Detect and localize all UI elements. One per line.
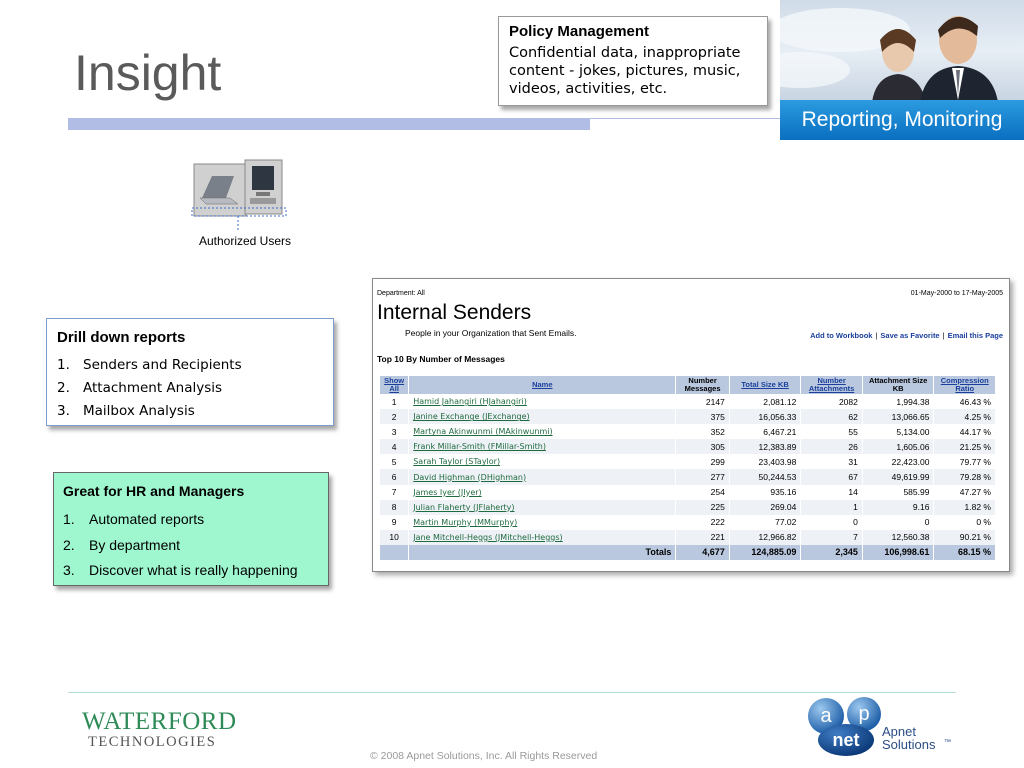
apnet-logo [806,696,966,758]
attachment-size-cell: 1,605.06 [862,439,934,454]
attachments-cell: 67 [801,469,862,484]
businesspeople-photo [780,0,1024,102]
authorized-users-label: Authorized Users [198,234,292,248]
hr-managers-box [53,472,329,586]
attachments-cell: 0 [801,515,862,530]
ratio-cell: 79.77 % [934,454,996,469]
attachments-cell: 62 [801,409,862,424]
policy-management-callout [498,16,768,106]
hr-heading: Great for HR and Managers [63,483,245,499]
size-cell: 6,467.21 [729,424,801,439]
attachments-cell: 14 [801,485,862,500]
attachment-size-cell: 22,423.00 [862,454,934,469]
svg-text:p: p [858,703,870,725]
reporting-monitoring-banner: Reporting, Monitoring [780,100,1024,140]
sender-name-link[interactable]: Martin Murphy (MMurphy) [409,515,676,530]
size-cell: 77.02 [729,515,801,530]
messages-cell: 299 [676,454,729,469]
size-cell: 935.16 [729,485,801,500]
add-to-workbook-link[interactable]: Add to Workbook [810,331,873,340]
attachments-header[interactable]: Number Attachments [801,376,862,394]
attachment-size-cell: 49,619.99 [862,469,934,484]
ratio-cell: 4.25 % [934,409,996,424]
rank-cell: 1 [380,394,409,409]
totals-ratio: 68.15 % [934,545,996,560]
svg-text:a: a [820,705,832,727]
ratio-cell: 21.25 % [934,439,996,454]
rank-cell: 8 [380,500,409,515]
report-links: Add to Workbook | Save as Favorite | Email this Page [810,331,1003,340]
waterford-logo-text: WATERFORD [82,708,237,735]
table-row [380,439,996,454]
rank-cell: 7 [380,485,409,500]
sender-name-link[interactable]: Martyna Akinwunmi (MAkinwunmi) [409,424,676,439]
attachments-cell: 7 [801,530,862,545]
messages-cell: 375 [676,409,729,424]
sender-name-link[interactable]: Hamid Jahangiri (HJahangiri) [409,394,676,409]
attachment-size-cell: 13,066.65 [862,409,934,424]
rank-cell: 9 [380,515,409,530]
ratio-cell: 0 % [934,515,996,530]
table-row [380,530,996,545]
title-underline-line [590,118,780,119]
table-row [380,485,996,500]
save-as-favorite-link[interactable]: Save as Favorite [880,331,940,340]
list-item: 1. Senders and Recipients [57,357,242,373]
senders-table [380,376,996,560]
totals-label: Totals [409,545,676,560]
list-item: 2. By department [63,536,181,553]
size-cell: 2,081.12 [729,394,801,409]
report-date-range: 01-May-2000 to 17-May-2005 [910,290,1003,297]
messages-cell: 305 [676,439,729,454]
ratio-cell: 46.43 % [934,394,996,409]
ratio-cell: 1.82 % [934,500,996,515]
list-item: 3. Mailbox Analysis [57,403,195,419]
messages-cell: 352 [676,424,729,439]
drill-down-reports-box [46,318,334,426]
drill-list [47,354,333,423]
hr-list [54,507,328,584]
messages-header: Number Messages [676,376,729,394]
report-section-title: Top 10 By Number of Messages [377,354,505,364]
rank-cell: 5 [380,454,409,469]
waterford-logo [82,710,237,750]
attachment-size-cell: 12,560.38 [862,530,934,545]
list-item: 2. Attachment Analysis [57,380,223,396]
report-title: Internal Senders [377,301,532,324]
sender-name-link[interactable]: Frank Millar-Smith (FMillar-Smith) [409,439,676,454]
sender-name-link[interactable]: Jane Mitchell-Heggs (JMitchell-Heggs) [409,530,676,545]
rank-cell: 6 [380,469,409,484]
svg-text:Solutions: Solutions [882,737,936,752]
svg-text:™: ™ [944,739,951,746]
svg-text:net: net [832,730,860,750]
messages-cell: 222 [676,515,729,530]
attachments-cell: 26 [801,439,862,454]
title-underline-bar [68,118,590,130]
footer-divider [68,692,956,693]
ratio-cell: 47.27 % [934,485,996,500]
attachment-size-cell: 585.99 [862,485,934,500]
sender-name-link[interactable]: David Highman (DHighman) [409,469,676,484]
sender-name-link[interactable]: Janine Exchange (JExchange) [409,409,676,424]
name-header[interactable]: Name [409,376,676,394]
ratio-cell: 44.17 % [934,424,996,439]
messages-cell: 221 [676,530,729,545]
policy-body: Confidential data, inappropriate content - jokes, pictures, music, videos, activities, etc. [509,45,741,97]
table-row [380,515,996,530]
rank-cell: 4 [380,439,409,454]
table-row [380,424,996,439]
internal-senders-report [372,278,1010,572]
table-row [380,500,996,515]
size-cell: 12,966.82 [729,530,801,545]
attachment-size-cell: 1,994.38 [862,394,934,409]
table-row [380,454,996,469]
svg-text:Apnet: Apnet [882,724,916,739]
totals-row [380,545,996,560]
sender-name-link[interactable]: Julian Flaherty (JFlaherty) [409,500,676,515]
compression-ratio-header[interactable]: Compression Ratio [934,376,996,394]
sender-name-link[interactable]: Sarah Taylor (STaylor) [409,454,676,469]
totals-size: 124,885.09 [729,545,801,560]
size-cell: 50,244.53 [729,469,801,484]
table-row [380,469,996,484]
size-cell: 23,403.98 [729,454,801,469]
messages-cell: 277 [676,469,729,484]
drill-heading: Drill down reports [57,329,186,346]
attachments-cell: 2082 [801,394,862,409]
attachment-size-header: Attachment Size KB [862,376,934,394]
list-item: 1. Automated reports [63,511,205,527]
attachment-size-cell: 0 [862,515,934,530]
rank-cell: 10 [380,530,409,545]
total-size-header[interactable]: Total Size KB [729,376,801,394]
authorized-users-icon [190,158,290,232]
ratio-cell: 79.28 % [934,469,996,484]
policy-heading: Policy Management [509,23,650,40]
list-item: 3. Discover what is really happening [63,562,298,578]
attachment-size-cell: 5,134.00 [862,424,934,439]
totals-attachment-size: 106,998.61 [862,545,934,560]
table-row [380,394,996,409]
show-all-header[interactable]: Show All [380,376,409,394]
size-cell: 269.04 [729,500,801,515]
totals-messages: 4,677 [676,545,729,560]
table-header-row [380,376,996,394]
messages-cell: 225 [676,500,729,515]
attachments-cell: 31 [801,454,862,469]
attachment-size-cell: 9.16 [862,500,934,515]
businesspeople-image [780,0,1024,102]
sender-name-link[interactable]: James Iyer (JIyer) [409,485,676,500]
messages-cell: 2147 [676,394,729,409]
technologies-logo-text: TECHNOLOGIES [88,734,217,750]
email-this-page-link[interactable]: Email this Page [947,331,1003,340]
totals-attachments: 2,345 [801,545,862,560]
attachments-cell: 1 [801,500,862,515]
rank-cell: 3 [380,424,409,439]
size-cell: 16,056.33 [729,409,801,424]
page-title: Insight [74,45,222,101]
rank-cell: 2 [380,409,409,424]
table-row [380,409,996,424]
report-subtitle: People in your Organization that Sent Emails. [405,328,577,338]
ratio-cell: 90.21 % [934,530,996,545]
copyright-text: © 2008 Apnet Solutions, Inc. All Rights Reserved [370,750,598,762]
report-department: Department: All [377,290,425,297]
size-cell: 12,383.89 [729,439,801,454]
messages-cell: 254 [676,485,729,500]
attachments-cell: 55 [801,424,862,439]
